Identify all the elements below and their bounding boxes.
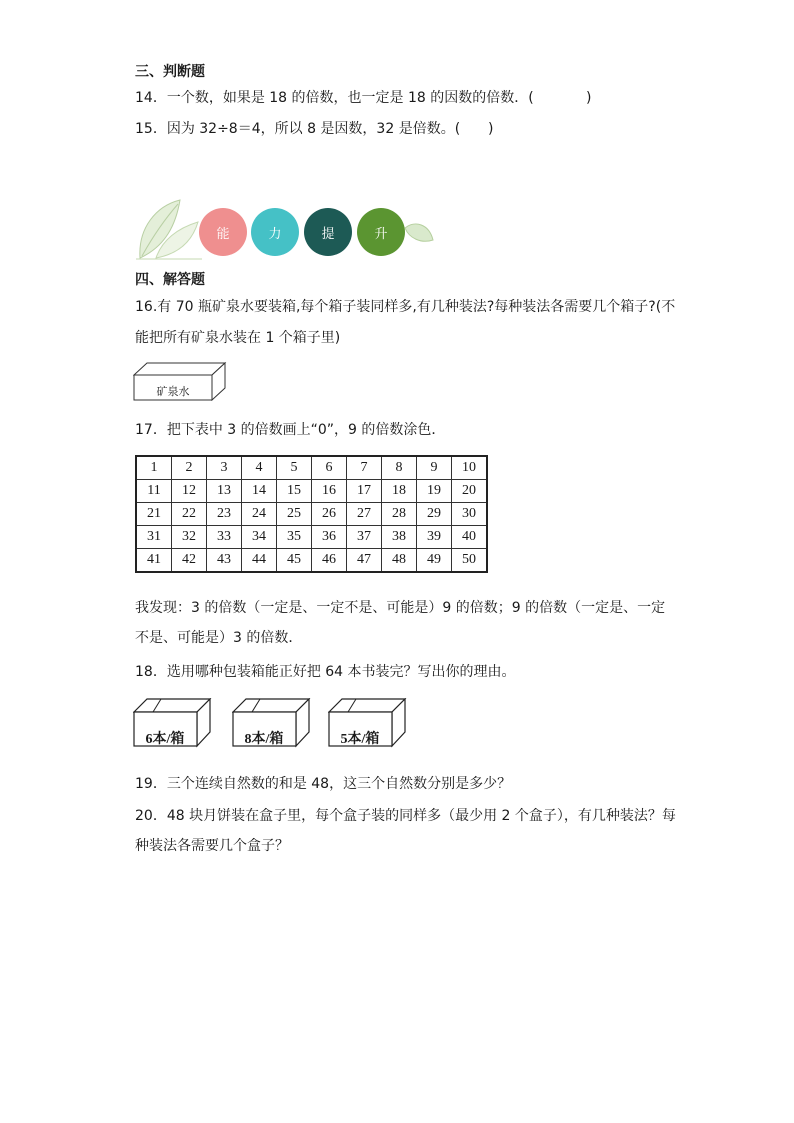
grid-cell[interactable]: 5 [277, 456, 312, 480]
question-16-line-1: 16.有 70 瓶矿泉水要装箱,每个箱子装同样多,有几种装法?每种装法各需要几个箱子?(不 [135, 299, 676, 315]
leaf-decoration-icon [136, 198, 204, 260]
grid-cell[interactable]: 15 [277, 480, 312, 503]
grid-row [136, 480, 487, 503]
grid-cell[interactable]: 42 [172, 549, 207, 573]
grid-cell[interactable]: 20 [452, 480, 488, 503]
grid-cell[interactable]: 6 [312, 456, 347, 480]
banner-char-2: 力 [268, 226, 282, 242]
question-17: 17．把下表中 3 的倍数画上“0”，9 的倍数涂色． [135, 422, 446, 438]
question-20-line-1: 20．48 块月饼装在盒子里，每个盒子装的同样多（最少用 2 个盒子），有几种装法？每 [135, 808, 676, 824]
grid-cell[interactable]: 46 [312, 549, 347, 573]
grid-cell[interactable]: 50 [452, 549, 488, 573]
question-17-finding-2: 不是、可能是）3 的倍数． [135, 630, 303, 646]
grid-cell[interactable]: 48 [382, 549, 417, 573]
grid-row [136, 549, 487, 573]
question-17-finding-1: 我发现：3 的倍数（一定是、一定不是、可能是）9 的倍数；9 的倍数（一定是、一定 [135, 600, 666, 616]
grid-cell[interactable]: 39 [417, 526, 452, 549]
grid-cell[interactable]: 23 [207, 503, 242, 526]
grid-cell[interactable]: 9 [417, 456, 452, 480]
grid-cell[interactable]: 24 [242, 503, 277, 526]
banner-circle-1 [199, 208, 247, 256]
grid-cell[interactable]: 13 [207, 480, 242, 503]
grid-row [136, 503, 487, 526]
grid-cell[interactable]: 36 [312, 526, 347, 549]
grid-cell[interactable]: 38 [382, 526, 417, 549]
box-5-label: 5本/箱 [340, 732, 380, 747]
grid-cell[interactable]: 49 [417, 549, 452, 573]
banner-circle-3 [304, 208, 352, 256]
grid-cell[interactable]: 1 [136, 456, 172, 480]
small-leaf-icon [403, 220, 435, 246]
grid-cell[interactable]: 45 [277, 549, 312, 573]
grid-cell[interactable]: 43 [207, 549, 242, 573]
grid-cell[interactable]: 7 [347, 456, 382, 480]
grid-cell[interactable]: 29 [417, 503, 452, 526]
section-4-heading: 四、解答题 [135, 272, 205, 288]
grid-cell[interactable]: 21 [136, 503, 172, 526]
grid-cell[interactable]: 30 [452, 503, 488, 526]
banner-char-4: 升 [374, 226, 388, 242]
grid-cell[interactable]: 14 [242, 480, 277, 503]
grid-cell[interactable]: 19 [417, 480, 452, 503]
grid-cell[interactable]: 10 [452, 456, 488, 480]
number-grid [135, 455, 488, 573]
question-15-close: ) [488, 121, 494, 137]
grid-cell[interactable]: 32 [172, 526, 207, 549]
grid-cell[interactable]: 18 [382, 480, 417, 503]
grid-cell[interactable]: 2 [172, 456, 207, 480]
grid-cell[interactable]: 11 [136, 480, 172, 503]
grid-cell[interactable]: 37 [347, 526, 382, 549]
grid-row [136, 456, 487, 480]
grid-cell[interactable]: 8 [382, 456, 417, 480]
question-16-line-2: 能把所有矿泉水装在 1 个箱子里) [135, 330, 341, 346]
question-15: 15．因为 32÷8＝4，所以 8 是因数，32 是倍数。( [135, 121, 461, 137]
mineral-water-box-label: 矿泉水 [156, 385, 190, 398]
banner-circle-2 [251, 208, 299, 256]
banner-circle-4 [357, 208, 405, 256]
grid-cell[interactable]: 25 [277, 503, 312, 526]
banner-char-1: 能 [216, 226, 230, 242]
grid-cell[interactable]: 34 [242, 526, 277, 549]
question-20-line-2: 种装法各需要几个盒子？ [135, 838, 289, 854]
grid-cell[interactable]: 33 [207, 526, 242, 549]
box-8-label: 8本/箱 [244, 732, 284, 747]
question-18: 18．选用哪种包装箱能正好把 64 本书装完？写出你的理由。 [135, 664, 516, 680]
grid-cell[interactable]: 12 [172, 480, 207, 503]
grid-cell[interactable]: 3 [207, 456, 242, 480]
grid-cell[interactable]: 40 [452, 526, 488, 549]
grid-cell[interactable]: 47 [347, 549, 382, 573]
grid-cell[interactable]: 41 [136, 549, 172, 573]
question-19: 19．三个连续自然数的和是 48，这三个自然数分别是多少？ [135, 776, 512, 792]
grid-cell[interactable]: 22 [172, 503, 207, 526]
grid-cell[interactable]: 31 [136, 526, 172, 549]
box-6-label: 6本/箱 [145, 732, 185, 747]
grid-cell[interactable]: 4 [242, 456, 277, 480]
grid-row [136, 526, 487, 549]
grid-cell[interactable]: 44 [242, 549, 277, 573]
question-14-close: ) [586, 90, 592, 106]
grid-cell[interactable]: 27 [347, 503, 382, 526]
grid-cell[interactable]: 26 [312, 503, 347, 526]
section-3-heading: 三、判断题 [135, 64, 205, 80]
grid-cell[interactable]: 16 [312, 480, 347, 503]
grid-cell[interactable]: 28 [382, 503, 417, 526]
grid-cell[interactable]: 35 [277, 526, 312, 549]
grid-cell[interactable]: 17 [347, 480, 382, 503]
banner-char-3: 提 [321, 226, 335, 242]
question-14: 14．一个数，如果是 18 的倍数，也一定是 18 的因数的倍数．( [135, 90, 534, 106]
